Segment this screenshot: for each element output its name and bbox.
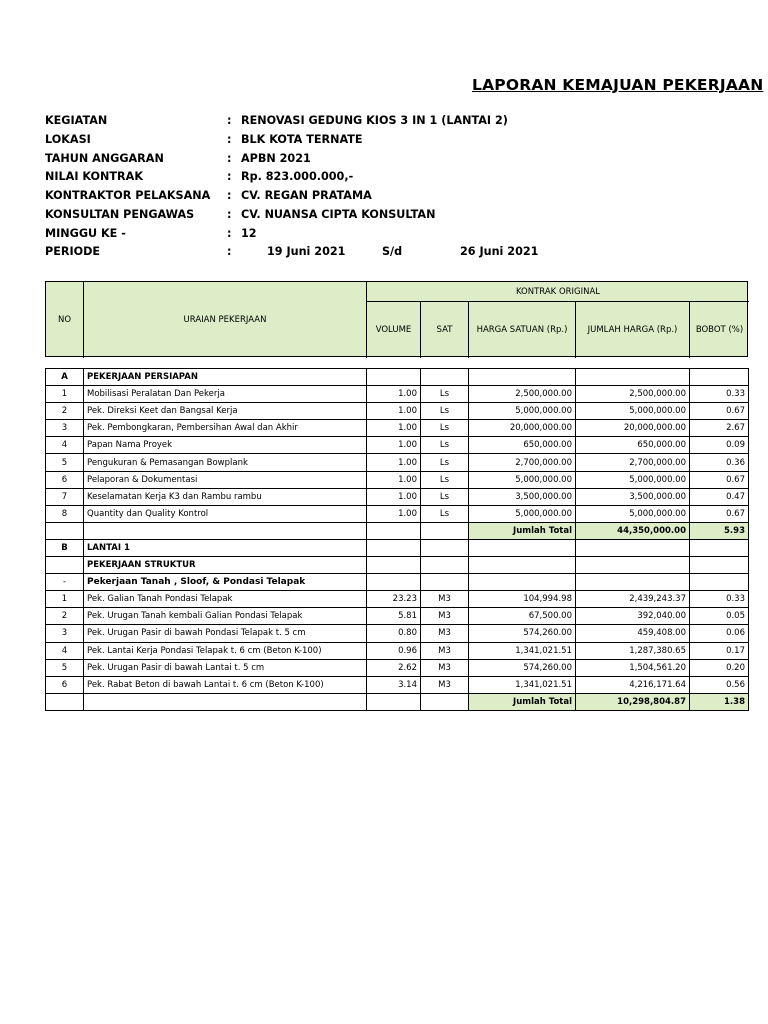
info-label: KEGIATAN xyxy=(45,114,108,127)
cell-sat: M3 xyxy=(421,676,469,693)
cell-sat xyxy=(421,574,469,591)
cell-no: 4 xyxy=(46,437,84,454)
section-row xyxy=(46,557,749,574)
cell-harga-satuan xyxy=(469,574,576,591)
cell-sat: Ls xyxy=(421,454,469,471)
cell-uraian: Pek. Galian Tanah Pondasi Telapak xyxy=(84,591,367,608)
info-label: KONSULTAN PENGAWAS xyxy=(45,208,195,221)
cell-harga-satuan: 574,260.00 xyxy=(469,659,576,676)
cell-jumlah-harga: 3,500,000.00 xyxy=(576,488,690,505)
section-row xyxy=(46,539,749,556)
table-row xyxy=(46,488,749,505)
cell-volume xyxy=(367,574,421,591)
cell-uraian xyxy=(84,693,367,710)
header-bobot: BOBOT (%) xyxy=(695,325,744,335)
info-colon: : xyxy=(227,227,232,240)
table-header xyxy=(45,281,748,357)
cell-bobot: 5.93 xyxy=(690,522,749,539)
table-row xyxy=(46,625,749,642)
cell-bobot: 2.67 xyxy=(690,420,749,437)
cell-no: 6 xyxy=(46,676,84,693)
cell-no: 4 xyxy=(46,642,84,659)
cell-harga-satuan xyxy=(469,369,576,386)
cell-jumlah-harga: 5,000,000.00 xyxy=(576,505,690,522)
cell-volume: 0.80 xyxy=(367,625,421,642)
cell-bobot xyxy=(690,539,749,556)
cell-jumlah-harga xyxy=(576,539,690,556)
cell-uraian: Mobilisasi Peralatan Dan Pekerja xyxy=(84,386,367,403)
cell-uraian: Pek. Lantai Kerja Pondasi Telapak t. 6 cm (Beton K-100) xyxy=(84,642,367,659)
periode-label: PERIODE xyxy=(45,245,101,258)
table-row xyxy=(46,591,749,608)
header-sat: SAT xyxy=(436,325,453,335)
cell-volume: 1.00 xyxy=(367,420,421,437)
table-row xyxy=(46,676,749,693)
cell-harga-satuan: 2,500,000.00 xyxy=(469,386,576,403)
cell-no xyxy=(46,693,84,710)
info-colon: : xyxy=(227,189,232,202)
cell-jumlah-harga: 2,439,243.37 xyxy=(576,591,690,608)
cell-volume: 3.14 xyxy=(367,676,421,693)
table-row xyxy=(46,608,749,625)
cell-jumlah-harga: 4,216,171.64 xyxy=(576,676,690,693)
table-row xyxy=(46,403,749,420)
cell-sat: M3 xyxy=(421,659,469,676)
table-row xyxy=(46,420,749,437)
cell-harga-satuan: Jumlah Total xyxy=(469,693,576,710)
cell-volume xyxy=(367,522,421,539)
info-value: APBN 2021 xyxy=(241,152,311,165)
report-title: LAPORAN KEMAJUAN PEKERJAAN xyxy=(472,76,764,94)
cell-uraian: Pengukuran & Pemasangan Bowplank xyxy=(84,454,367,471)
info-value: Rp. 823.000.000,- xyxy=(241,170,354,183)
cell-jumlah-harga xyxy=(576,369,690,386)
cell-bobot: 0.36 xyxy=(690,454,749,471)
cell-sat: Ls xyxy=(421,420,469,437)
cell-volume: 5.81 xyxy=(367,608,421,625)
periode-sd: S/d xyxy=(382,245,403,258)
work-items-table xyxy=(45,368,749,711)
info-value: RENOVASI GEDUNG KIOS 3 IN 1 (LANTAI 2) xyxy=(241,114,508,127)
cell-sat: Ls xyxy=(421,505,469,522)
cell-sat: M3 xyxy=(421,642,469,659)
cell-harga-satuan xyxy=(469,539,576,556)
header-kontrak-original: KONTRAK ORIGINAL xyxy=(515,286,601,297)
cell-harga-satuan: 1,341,021.51 xyxy=(469,642,576,659)
cell-sat: Ls xyxy=(421,471,469,488)
header-jumlah-harga: JUMLAH HARGA (Rp.) xyxy=(587,325,678,335)
cell-volume: 1.00 xyxy=(367,454,421,471)
total-row xyxy=(46,522,749,539)
cell-jumlah-harga: 392,040.00 xyxy=(576,608,690,625)
info-colon: : xyxy=(227,152,232,165)
cell-no: 7 xyxy=(46,488,84,505)
cell-uraian: Papan Nama Proyek xyxy=(84,437,367,454)
info-value: CV. NUANSA CIPTA KONSULTAN xyxy=(241,208,436,221)
cell-harga-satuan: 650,000.00 xyxy=(469,437,576,454)
table-row xyxy=(46,471,749,488)
cell-jumlah-harga: 20,000,000.00 xyxy=(576,420,690,437)
cell-uraian: PEKERJAAN STRUKTUR xyxy=(84,557,367,574)
header-no: NO xyxy=(57,315,72,325)
periode-start-date: 19 Juni 2021 xyxy=(267,245,346,258)
cell-bobot: 0.67 xyxy=(690,505,749,522)
cell-no: 1 xyxy=(46,591,84,608)
cell-volume: 1.00 xyxy=(367,386,421,403)
cell-sat xyxy=(421,557,469,574)
info-value: BLK KOTA TERNATE xyxy=(241,133,363,146)
cell-bobot xyxy=(690,574,749,591)
cell-bobot: 0.05 xyxy=(690,608,749,625)
cell-uraian xyxy=(84,522,367,539)
cell-harga-satuan: 5,000,000.00 xyxy=(469,471,576,488)
cell-bobot: 0.33 xyxy=(690,591,749,608)
periode-colon: : xyxy=(227,245,232,258)
table-row xyxy=(46,642,749,659)
cell-no: 1 xyxy=(46,386,84,403)
cell-jumlah-harga: 10,298,804.87 xyxy=(576,693,690,710)
cell-jumlah-harga: 650,000.00 xyxy=(576,437,690,454)
cell-uraian: Pelaporan & Dokumentasi xyxy=(84,471,367,488)
cell-no: A xyxy=(46,369,84,386)
cell-uraian: Pekerjaan Tanah , Sloof, & Pondasi Telapak xyxy=(84,574,367,591)
cell-bobot: 0.67 xyxy=(690,403,749,420)
cell-volume: 1.00 xyxy=(367,488,421,505)
cell-no xyxy=(46,557,84,574)
cell-sat xyxy=(421,522,469,539)
cell-jumlah-harga: 1,287,380.65 xyxy=(576,642,690,659)
info-colon: : xyxy=(227,114,232,127)
cell-volume: 23.23 xyxy=(367,591,421,608)
cell-volume xyxy=(367,539,421,556)
table-row xyxy=(46,454,749,471)
cell-harga-satuan: 67,500.00 xyxy=(469,608,576,625)
cell-no: 3 xyxy=(46,420,84,437)
cell-volume xyxy=(367,369,421,386)
cell-bobot xyxy=(690,369,749,386)
cell-jumlah-harga: 5,000,000.00 xyxy=(576,403,690,420)
cell-uraian: Pek. Rabat Beton di bawah Lantai t. 6 cm (Beton K-100) xyxy=(84,676,367,693)
cell-sat: M3 xyxy=(421,625,469,642)
cell-harga-satuan: 5,000,000.00 xyxy=(469,505,576,522)
info-colon: : xyxy=(227,133,232,146)
cell-uraian: Quantity dan Quality Kontrol xyxy=(84,505,367,522)
cell-harga-satuan xyxy=(469,557,576,574)
cell-no: 6 xyxy=(46,471,84,488)
cell-sat: Ls xyxy=(421,437,469,454)
cell-bobot: 0.67 xyxy=(690,471,749,488)
header-volume: VOLUME xyxy=(375,325,412,335)
cell-no: 5 xyxy=(46,454,84,471)
info-label: KONTRAKTOR PELAKSANA xyxy=(45,189,211,202)
cell-no: 8 xyxy=(46,505,84,522)
cell-bobot: 0.06 xyxy=(690,625,749,642)
cell-sat xyxy=(421,539,469,556)
info-colon: : xyxy=(227,170,232,183)
cell-bobot: 0.47 xyxy=(690,488,749,505)
table-row xyxy=(46,386,749,403)
section-row xyxy=(46,369,749,386)
cell-jumlah-harga: 1,504,561.20 xyxy=(576,659,690,676)
cell-harga-satuan: 5,000,000.00 xyxy=(469,403,576,420)
cell-volume: 1.00 xyxy=(367,505,421,522)
cell-bobot: 0.09 xyxy=(690,437,749,454)
cell-harga-satuan: 1,341,021.51 xyxy=(469,676,576,693)
cell-no: 2 xyxy=(46,608,84,625)
cell-volume: 0.96 xyxy=(367,642,421,659)
cell-volume: 1.00 xyxy=(367,471,421,488)
cell-jumlah-harga: 459,408.00 xyxy=(576,625,690,642)
cell-jumlah-harga: 2,500,000.00 xyxy=(576,386,690,403)
cell-sat: M3 xyxy=(421,608,469,625)
cell-jumlah-harga: 44,350,000.00 xyxy=(576,522,690,539)
cell-volume: 2.62 xyxy=(367,659,421,676)
info-value: 12 xyxy=(241,227,257,240)
cell-bobot: 0.20 xyxy=(690,659,749,676)
table-row xyxy=(46,505,749,522)
table-row xyxy=(46,437,749,454)
cell-bobot: 1.38 xyxy=(690,693,749,710)
cell-harga-satuan: 20,000,000.00 xyxy=(469,420,576,437)
cell-jumlah-harga xyxy=(576,557,690,574)
cell-sat: Ls xyxy=(421,403,469,420)
cell-harga-satuan: 104,994.98 xyxy=(469,591,576,608)
cell-bobot xyxy=(690,557,749,574)
cell-sat xyxy=(421,693,469,710)
cell-uraian: Pek. Pembongkaran, Pembersihan Awal dan Akhir xyxy=(84,420,367,437)
table-row xyxy=(46,659,749,676)
cell-no xyxy=(46,522,84,539)
cell-sat xyxy=(421,369,469,386)
info-label: LOKASI xyxy=(45,133,91,146)
cell-uraian: Keselamatan Kerja K3 dan Rambu rambu xyxy=(84,488,367,505)
cell-no: 2 xyxy=(46,403,84,420)
cell-volume xyxy=(367,693,421,710)
info-label: TAHUN ANGGARAN xyxy=(45,152,164,165)
section-row xyxy=(46,574,749,591)
cell-sat: Ls xyxy=(421,386,469,403)
info-value: CV. REGAN PRATAMA xyxy=(241,189,372,202)
info-label: NILAI KONTRAK xyxy=(45,170,143,183)
cell-uraian: Pek. Direksi Keet dan Bangsal Kerja xyxy=(84,403,367,420)
cell-uraian: LANTAI 1 xyxy=(84,539,367,556)
cell-harga-satuan: 2,700,000.00 xyxy=(469,454,576,471)
cell-jumlah-harga xyxy=(576,574,690,591)
cell-jumlah-harga: 5,000,000.00 xyxy=(576,471,690,488)
cell-bobot: 0.17 xyxy=(690,642,749,659)
cell-harga-satuan: Jumlah Total xyxy=(469,522,576,539)
cell-no: - xyxy=(46,574,84,591)
header-harga-satuan: HARGA SATUAN (Rp.) xyxy=(476,325,568,335)
cell-uraian: PEKERJAAN PERSIAPAN xyxy=(84,369,367,386)
info-label: MINGGU KE - xyxy=(45,227,126,240)
cell-no: 5 xyxy=(46,659,84,676)
info-colon: : xyxy=(227,208,232,221)
cell-volume: 1.00 xyxy=(367,437,421,454)
cell-uraian: Pek. Urugan Pasir di bawah Pondasi Telapak t. 5 cm xyxy=(84,625,367,642)
cell-harga-satuan: 3,500,000.00 xyxy=(469,488,576,505)
cell-uraian: Pek. Urugan Tanah kembali Galian Pondasi Telapak xyxy=(84,608,367,625)
cell-bobot: 0.56 xyxy=(690,676,749,693)
total-row xyxy=(46,693,749,710)
cell-jumlah-harga: 2,700,000.00 xyxy=(576,454,690,471)
cell-volume xyxy=(367,557,421,574)
cell-sat: Ls xyxy=(421,488,469,505)
header-uraian: URAIAN PEKERJAAN xyxy=(183,315,267,325)
periode-end-date: 26 Juni 2021 xyxy=(460,245,539,258)
cell-bobot: 0.33 xyxy=(690,386,749,403)
cell-no: B xyxy=(46,539,84,556)
cell-no: 3 xyxy=(46,625,84,642)
cell-uraian: Pek. Urugan Pasir di bawah Lantai t. 5 cm xyxy=(84,659,367,676)
cell-volume: 1.00 xyxy=(367,403,421,420)
cell-harga-satuan: 574,260.00 xyxy=(469,625,576,642)
cell-sat: M3 xyxy=(421,591,469,608)
